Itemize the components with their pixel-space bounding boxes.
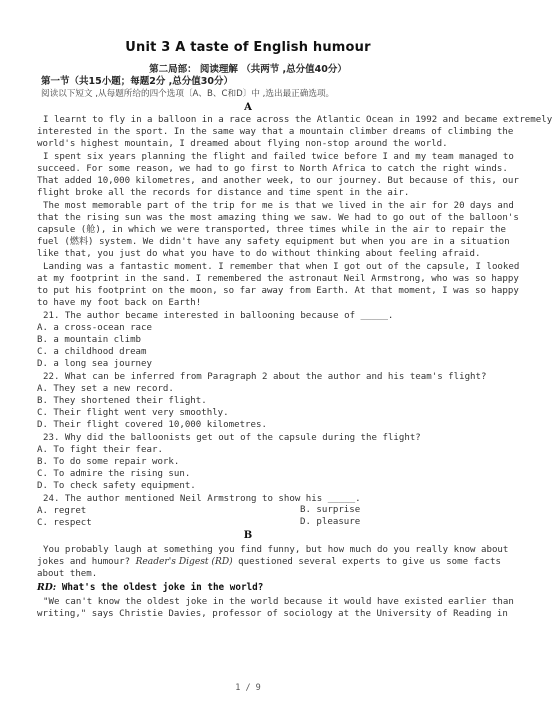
question-option: C. respect [37, 518, 92, 528]
question-option: D. a long sea journey [37, 359, 152, 369]
question-option: A. regret [37, 506, 87, 516]
passage-a-line: capsule (舱), in which we were transported, three times while in the air to repair the [37, 225, 506, 235]
question-option: D. Their flight covered 10,000 kilometres. [37, 420, 267, 430]
question-option: C. a childhood dream [37, 347, 147, 357]
question-option: D. To check safety equipment. [37, 481, 196, 491]
passage-a-line: to put his footprint on the moon, so far away from Earth. At that moment, I was so happy [37, 286, 519, 296]
passage-a-line: fuel (燃料) system. We didn't have any safety equipment but when you are in a situation [37, 237, 510, 247]
passage-b-line: writing," says Christie Davies, professor of sociology at the University of Reading in [37, 609, 508, 619]
passage-b-letter: B [243, 530, 253, 541]
question-option: A. To fight their fear. [37, 445, 163, 455]
question-option: B. They shortened their flight. [37, 396, 207, 406]
passage-b-line: "We can't know the oldest joke in the world because it would have existed earlier than [43, 597, 514, 607]
page-number: 1 / 9 [235, 683, 261, 693]
passage-a-letter: A [244, 102, 252, 113]
question-option: C. Their flight went very smoothly. [37, 408, 229, 418]
passage-b-line: You probably laugh at something you find funny, but how much do you really know about [43, 545, 509, 555]
instructions: 阅读以下短文 ,从每题所给的四个选项〔A、B、C和D〕中 ,选出最正确选项。 [41, 89, 335, 99]
rd-question-heading [37, 582, 263, 593]
page-title: Unit 3 A taste of English humour [125, 40, 371, 55]
passage-b-text: jokes and humour? [37, 557, 136, 567]
publication-name: Reader's Digest (RD) [135, 557, 233, 567]
passage-b-line [37, 556, 501, 568]
passage-a-line: The most memorable part of the trip for me is that we lived in the air for 20 days and [43, 201, 514, 211]
question-stem: 21. The author became interested in ballooning because of _____. [43, 311, 394, 321]
question-option: D. pleasure [300, 517, 361, 527]
passage-a-line: that the rising sun was the most amazing thing we saw. We had to go out of the balloon's [37, 213, 519, 223]
question-stem: 23. Why did the balloonists get out of the capsule during the flight? [43, 433, 421, 443]
question-option: B. a mountain climb [37, 335, 142, 345]
rd-label: RD: [37, 582, 57, 593]
passage-a-line: like that, you just do what you have to do without thinking about feeling afraid. [37, 249, 481, 259]
question-option: C. To admire the rising sun. [37, 469, 191, 479]
passage-a-line: at my footprint in the sand. I remembered the astronaut Neil Armstrong, who was so happy [37, 274, 519, 284]
passage-b-text: questioned several experts to give us some facts [232, 557, 501, 567]
passage-b-line: about them. [37, 569, 98, 579]
passage-a-line: That added 10,000 kilometres, and another week, to our journey. But because of this, our [37, 176, 519, 186]
question-stem: 22. What can be inferred from Paragraph 2 about the author and his team's flight? [43, 372, 487, 382]
passage-a-line: interested in the sport. In the same way that a mountain climber dreams of climbing the [37, 127, 514, 137]
question-option: A. a cross-ocean race [37, 323, 152, 333]
rd-question: What's the oldest joke in the world? [56, 582, 264, 593]
passage-a-line: I learnt to fly in a balloon in a race across the Atlantic Ocean in 1992 and became extremely [43, 115, 552, 125]
passage-a-line: flight broke all the records for distance and time spent in the air. [37, 188, 410, 198]
passage-a-line: to have my foot back on Earth! [37, 298, 202, 308]
passage-a-line: succeed. For some reason, we had to go first to North Africa to catch the right winds. [37, 164, 508, 174]
question-stem: 24. The author mentioned Neil Armstrong to show his _____. [43, 494, 361, 504]
question-option: A. They set a new record. [37, 384, 174, 394]
passage-a-line: Landing was a fantastic moment. I remember that when I got out of the capsule, I looked [43, 262, 520, 272]
section-heading: 第一节（共15小题；每题2分 ,总分值30分） [41, 76, 233, 87]
passage-a-line: world's highest mountain, I dreamed about flying non-stop around the world. [37, 139, 448, 149]
passage-a-line: I spent six years planning the flight and failed twice before I and my team managed to [43, 152, 514, 162]
question-option: B. To do some repair work. [37, 457, 180, 467]
part-heading: 第二局部： 阅读理解 （共两节 ,总分值40分） [149, 64, 347, 75]
question-option: B. surprise [300, 505, 361, 515]
